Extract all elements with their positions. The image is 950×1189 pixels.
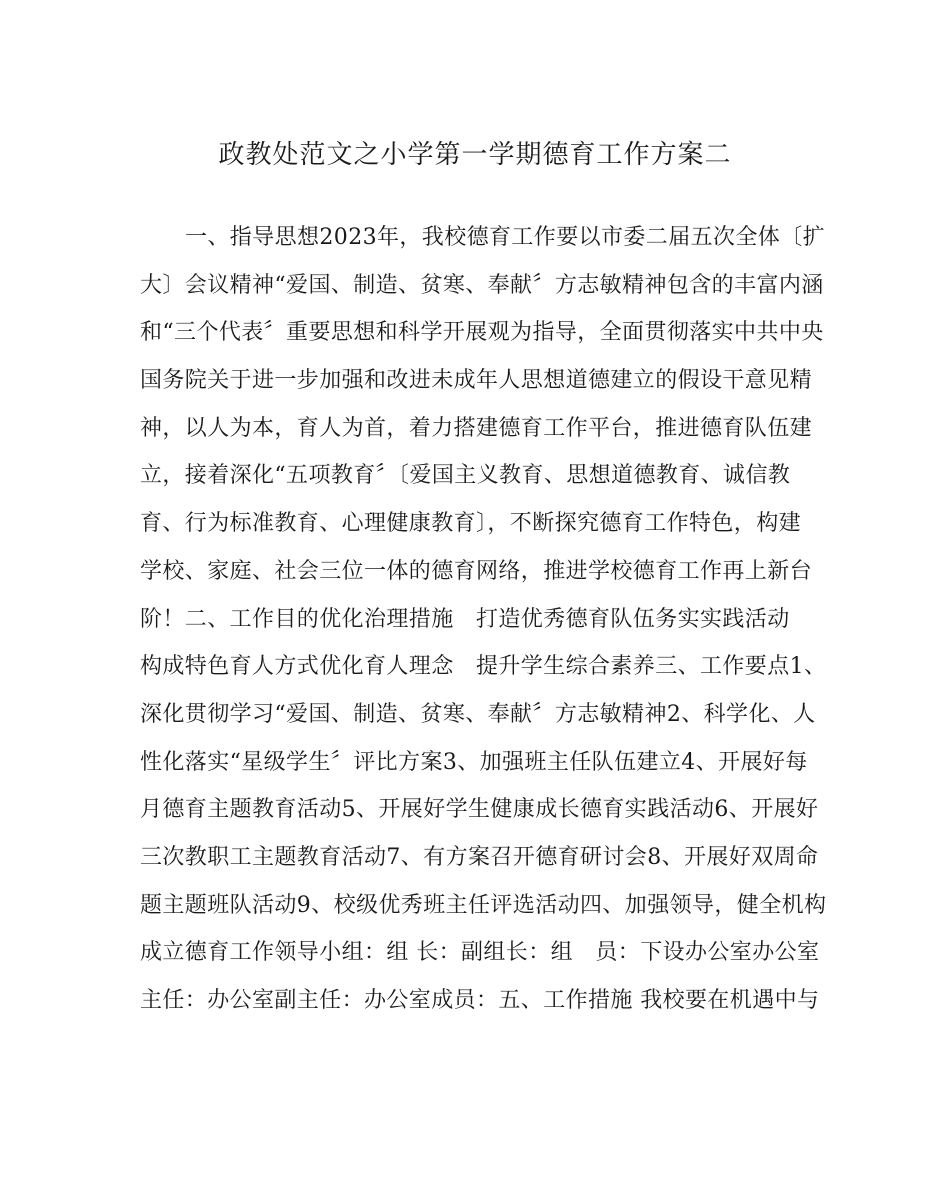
text-line: 和“三个代表〞重要思想和科学开展观为指导，全面贯彻落实中共中央 — [140, 320, 824, 346]
text-line: 国务院关于进一步加强和改进未成年人思想道德建立的假设干意见精 — [140, 368, 813, 394]
text-line: 成立德育工作领导小组：组 长：副组长：组 员：下设办公室办公室 — [140, 940, 820, 966]
text-line: 主任：办公室副主任：办公室成员：五、工作措施 我校要在机遇中与 — [140, 988, 820, 1013]
text-line: 学校、家庭、社会三位一体的德育网络，推进学校德育工作再上新台 — [140, 558, 813, 584]
text-line: 月德育主题教育活动5、开展好学生健康成长德育实践活动6、开展好 — [140, 797, 819, 823]
text-line: 立，接着深化“五项教育〞〔爱国主义教育、思想道德教育、诚信教 — [140, 463, 791, 489]
text-line: 育、行为标准教育、心理健康教育〕，不断探究德育工作特色，构建 — [140, 511, 802, 537]
text-line: 构成特色育人方式优化育人理念 提升学生综合素养三、工作要点1、 — [140, 654, 827, 680]
text-line: 深化贯彻学习“爱国、制造、贫寒、奉献〞方志敏精神2、科学化、人 — [140, 701, 816, 727]
document-title: 政教处范文之小学第一学期德育工作方案二 — [218, 140, 732, 170]
text-line: 阶！二、工作目的优化治理措施 打造优秀德育队伍务实实践活动 — [140, 606, 790, 632]
text-line: 题主题班队活动9、校级优秀班主任评选活动四、加强领导，健全机构 — [140, 892, 827, 918]
text-line: 大〕会议精神“爱国、制造、贫寒、奉献〞方志敏精神包含的丰富内涵 — [140, 272, 824, 298]
text-line: 三次教职工主题教育活动7、有方案召开德育研讨会8、开展好双周命 — [140, 844, 819, 870]
text-line: 性化落实“星级学生〞评比方案3、加强班主任队伍建立4、开展好每 — [140, 749, 808, 775]
text-line: 一、指导思想2023年，我校德育工作要以市委二届五次全体〔扩 — [185, 225, 825, 250]
text-line: 神，以人为本，育人为首，着力搭建德育工作平台，推进德育队伍建 — [140, 415, 813, 441]
document-body — [140, 214, 830, 1025]
